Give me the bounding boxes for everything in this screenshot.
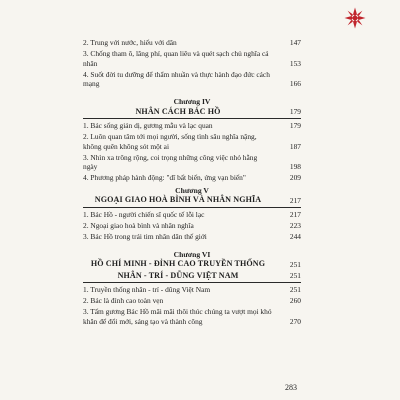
chapter-label: Chương V (175, 185, 209, 195)
toc-entry-page: 217 (289, 195, 301, 205)
chapter-label: Chương VI (173, 249, 211, 259)
toc-entry-page: 198 (289, 162, 301, 172)
flower-emblem-icon (343, 6, 367, 30)
toc-entry (83, 173, 301, 183)
chapter-title-row (83, 271, 301, 281)
toc-entry (83, 121, 301, 131)
toc-entry-text: 1. Bác Hồ - người chiến sĩ quốc tế lỗi lạc (83, 209, 205, 219)
toc-entry-text: 2. Luôn quan tâm tới mọi người, sống tình sâu nghĩa nặng, không quên không sót một ai (83, 132, 257, 151)
toc-entry (83, 307, 301, 326)
toc-entry-page: 251 (289, 259, 301, 269)
toc-entry-page: 179 (289, 107, 301, 117)
toc-entry (83, 132, 301, 151)
toc-entry-page: 166 (289, 79, 301, 89)
chapter-title-row (83, 107, 301, 117)
toc-entry-page: 260 (289, 296, 301, 306)
toc-entry-text: 3. Bác Hồ trong trái tim nhân dân thế giới (83, 231, 207, 241)
toc-entry-text: 3. Nhìn xa trông rộng, coi trọng những công việc nhỏ hằng ngày (83, 152, 258, 172)
chapter-title: NGOẠI GIAO HOÀ BÌNH VÀ NHÂN NGHĨA (94, 195, 262, 205)
toc-entry-text: 4. Suốt đời tu dưỡng để thẩm nhuần và thực hành đạo đức cách mạng (83, 69, 270, 89)
table-of-contents (83, 38, 301, 328)
toc-entry (83, 296, 301, 306)
toc-entry-text: 2. Bác là đỉnh cao toàn vẹn (83, 296, 164, 306)
toc-entry-text: 1. Truyền thống nhân - trí - dũng Việt Nam (83, 285, 211, 295)
toc-entry-page: 251 (289, 285, 301, 295)
toc-entry-text: 2. Trung với nước, hiếu với dân (83, 38, 177, 47)
chapter-title: HỒ CHÍ MINH - ĐỈNH CAO TRUYỀN THỐNG (90, 259, 266, 269)
toc-entry-text: 4. Phương pháp hành động: "dĩ bất biến, ứng vạn biến" (83, 173, 246, 183)
toc-entry-page: 244 (289, 231, 301, 241)
toc-entry-page: 270 (289, 316, 301, 326)
divider (83, 118, 301, 119)
chapter-title: NHÂN CÁCH BÁC HỒ (135, 106, 221, 116)
toc-entry (83, 232, 301, 242)
toc-entry-page: 147 (289, 38, 301, 47)
toc-entry (83, 221, 301, 231)
toc-entry-page: 153 (289, 58, 301, 68)
toc-entry (83, 70, 301, 89)
toc-entry-text: 3. Chống tham ô, lãng phí, quan liêu và quét sạch chủ nghĩa cá nhân (83, 48, 269, 68)
toc-entry-page: 209 (289, 173, 301, 183)
page-number: 283 (285, 383, 297, 392)
toc-entry-page: 187 (289, 141, 301, 151)
toc-entry (83, 49, 301, 68)
chapter-label: Chương IV (173, 97, 211, 107)
chapter-title: NHÂN - TRÍ - DŨNG VIỆT NAM (117, 270, 239, 280)
toc-entry-page: 223 (289, 220, 301, 230)
chapter-title-row (83, 195, 301, 205)
toc-entry (83, 153, 301, 172)
toc-entry-text: 1. Bác sống giản dị, gương mẫu và lạc quan (83, 121, 213, 131)
toc-entry-text: 2. Ngoại giao hoà bình và nhân nghĩa (83, 220, 194, 230)
toc-entry-text: 3. Tấm gương Bác Hồ mãi mãi thôi thúc chúng ta vượt mọi khó khăn để đổi mới, sáng tạo và thành công (83, 307, 272, 326)
toc-entry (83, 38, 301, 48)
divider (83, 207, 301, 208)
toc-entry (83, 285, 301, 295)
divider (83, 282, 301, 283)
chapter-title-row (83, 259, 301, 269)
toc-entry-page: 179 (289, 121, 301, 131)
toc-entry (83, 210, 301, 220)
toc-entry-page: 217 (289, 209, 301, 219)
toc-entry-page: 251 (289, 271, 301, 281)
